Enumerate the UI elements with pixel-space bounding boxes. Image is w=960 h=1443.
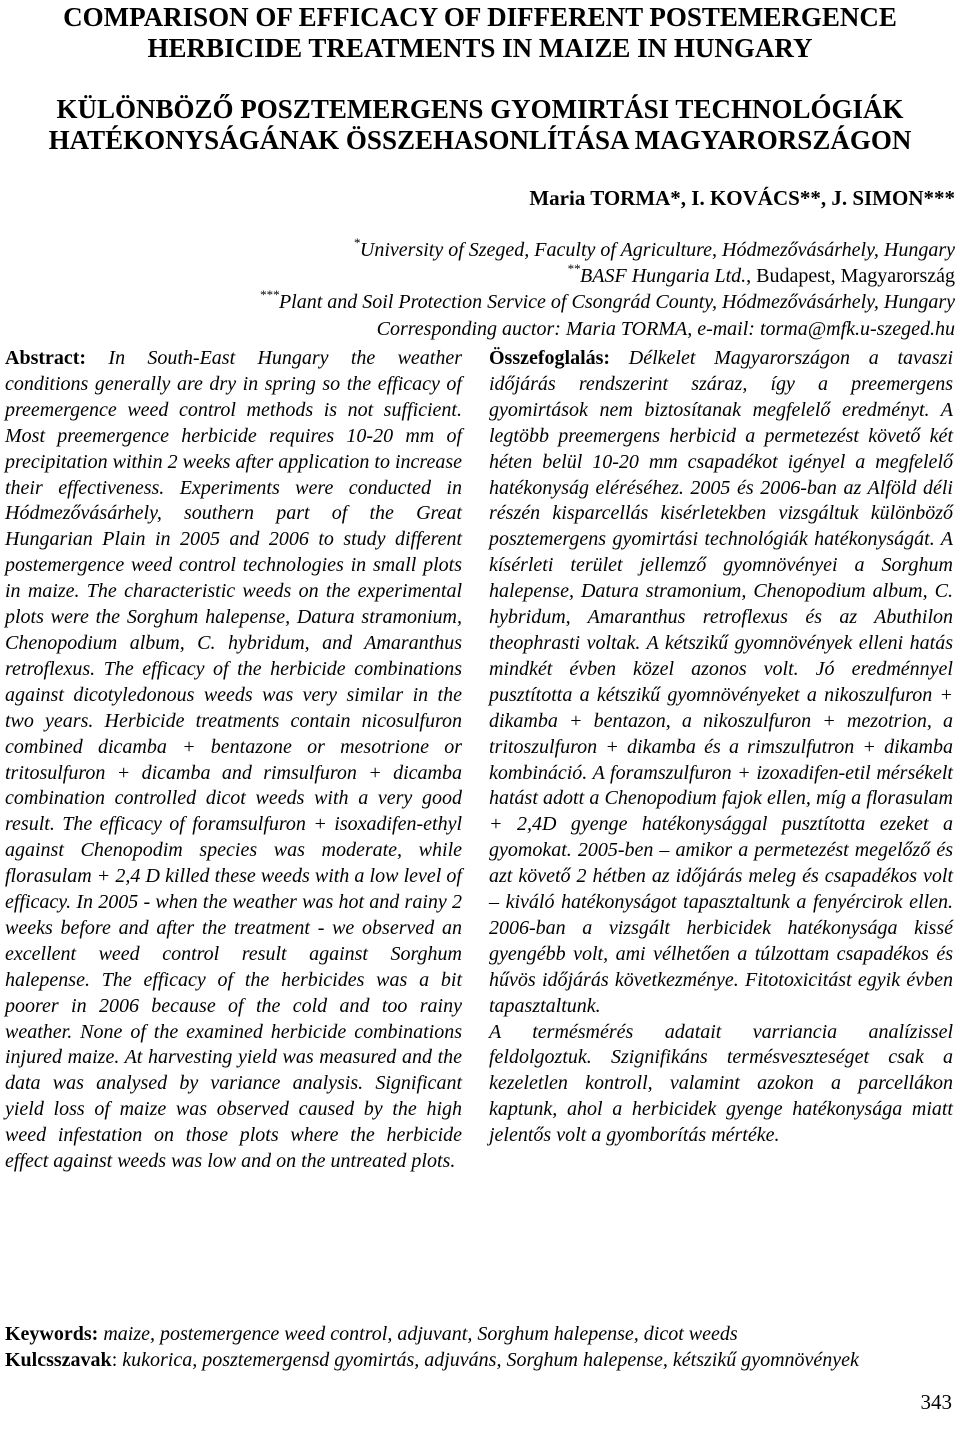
keywords-hungarian [5,1348,953,1374]
affiliation-3 [259,287,955,314]
osszefoglalas-label: Összefoglalás: [489,347,611,369]
title-english: COMPARISON OF EFFICACY OF DIFFERENT POSTEMERGENCE HERBICIDE TREATMENTS IN MAIZE IN HUNGARY [63,2,897,63]
abstract-english [5,346,462,1175]
page-number: 343 [920,1390,952,1414]
keywords-hungarian-text: kukorica, posztemergensd gyomirtás, adjuváns, Sorghum halepense, kétszikű gyomnövények [122,1349,859,1371]
kulcsszavak-label: Kulcsszavak [5,1349,112,1371]
abstract-english-body [5,346,462,1175]
affiliation-mark-2: ** [567,261,581,276]
abstract-label: Abstract: [5,347,87,369]
affiliation-1 [353,235,955,262]
affiliation-2 [567,261,955,288]
author-list: Maria TORMA*, I. KOVÁCS**, J. SIMON*** [529,186,955,210]
corresponding-author: Corresponding auctor: Maria TORMA, e-mail: torma@mfk.u-szeged.hu [376,318,955,340]
title-hungarian: KÜLÖNBÖZŐ POSZTEMERGENS GYOMIRTÁSI TECHNOLÓGIÁK HATÉKONYSÁGÁNAK ÖSSZEHASONLÍTÁSA MAGYARORSZÁGON [48,94,912,155]
affiliation-3-text: Plant and Soil Protection Service of Csongrád County, Hódmezővásárhely, Hungary [278,291,955,313]
keywords-english-text: maize, postemergence weed control, adjuvant, Sorghum halepense, dicot weeds [103,1323,738,1345]
abstract-hungarian-body [489,346,953,1020]
abstract-english-text: In South-East Hungary the weather conditions generally are dry in spring so the efficacy of preemergence weed control methods is not sufficient. Most preemergence herbicide requires 10-20 mm of precipitation within 2 weeks after application to increase their effectiveness. Experiments were conducted in Hódmezővásárhely, southern part of the Great Hungarian Plain in 2005 and 2006 to study different postemergence weed control technologies in small plots in maize. The characteristic weeds on the experimental plots were the Sorghum halepense, Datura stramonium, Chenopodium album, C. hybridum, and Amaranthus retroflexus. The efficacy of the herbicide combinations against dicotyledonous weeds was very similar in the two years. Herbicide treatments contain nicosulfuron combined dicamba + bentazone or mesotrione or tritosulfuron + dicamba and rimsulfuron + dicamba combination controlled dicot weeds with a very good result. The efficacy of foramsulfuron + isoxadifen-ethyl against Chenopodim species was moderate, while florasulam + 2,4 D killed these weeds with a low level of efficacy. In 2005 - when the weather was hot and rainy 2 weeks before and after the treatment - we observed an excellent weed control result against Sorghum halepense. The efficacy of the herbicides was a bit poorer in 2006 because of the cold and too rainy weather. None of the examined herbicide combinations injured maize. At harvesting yield was measured and the data was analysed by variance analysis. Significant yield loss of maize was observed caused by the high weed infestation on those plots where the herbicide effect against weeds was low and on the untreated plots. [5,347,463,1173]
abstract-hungarian-text: Délkelet Magyarországon a tavaszi időjárás rendszerint száraz, így a preemergens gyomirtások nem biztosítanak megfelelő eredményt. A legtöbb preemergens herbicid a permetezést követő két héten belül 10-20 mm csapadékot igényel a megfelelő hatékonyság eléréséhez. 2005 és 2006-ban az Alföld déli részén kisparcellás kisérletekben vizsgáltuk különböző posztemergens gyomirtási technológiák hatékonyságát. A kísérleti terület jellemző gyomnövényei a Sorghum halepense, Datura stramonium, Chenopodium album, C. hybridum, Amaranthus retroflexus és az Abuthilon theophrasti voltak. A kétszikű gyomnövények elleni hatás mindkét évben közel azonos volt. Jó eredménnyel pusztította a kétszikű gyomnövényeket a nikoszulfuron + dikamba + bentazon, a nikoszulfuron + mezotrion, a tritoszulfuron + dikamba és a rimszulfutron + dikamba kombináció. A foramszulfuron + izoxadifen-etil mérsékelt hatást adott a Chenopodium fajok ellen, míg a florasulam + 2,4D gyenge hatékonysággal pusztította ezeket a gyomokat. 2005-ben – amikor a permetezést megelőző és azt követő 2 hétben az időjárás meleg és csapadékos volt – kiváló hatékonyságot tapasztaltunk a fenyércirok ellen. 2006-ban a vizsgált herbicidek hatékonysága kissé gyengébb volt, ami vélhetően a túlzottam csapadékos és hűvös időjárás következménye. Fitotoxicitást egyik évben tapasztaltunk. [489,347,953,1017]
abstract-hungarian-paragraph-2: A termésmérés adatait varriancia analízissel feldolgoztuk. Szignifikáns termésveszteséget csak a kezeletlen kontroll, valamint azokon a parcellákon kaptunk, ahol a herbicidek gyenge hatékonysága miatt jelentős volt a gyomborítás mértéke. [489,1020,953,1147]
affiliation-mark-3: *** [259,287,279,302]
affiliation-1-text: University of Szeged, Faculty of Agriculture, Hódmezővásárhely, Hungary [359,239,955,261]
affiliation-2-location: , Budapest, Magyarország [746,265,955,287]
kulcsszavak-colon: : [111,1349,118,1371]
keywords-label: Keywords: [5,1323,99,1345]
abstract-hungarian [489,346,953,1149]
affiliation-mark-1: * [353,235,360,250]
keywords-english [5,1322,953,1348]
affiliation-2-text: BASF Hungaria Ltd. [580,265,747,287]
